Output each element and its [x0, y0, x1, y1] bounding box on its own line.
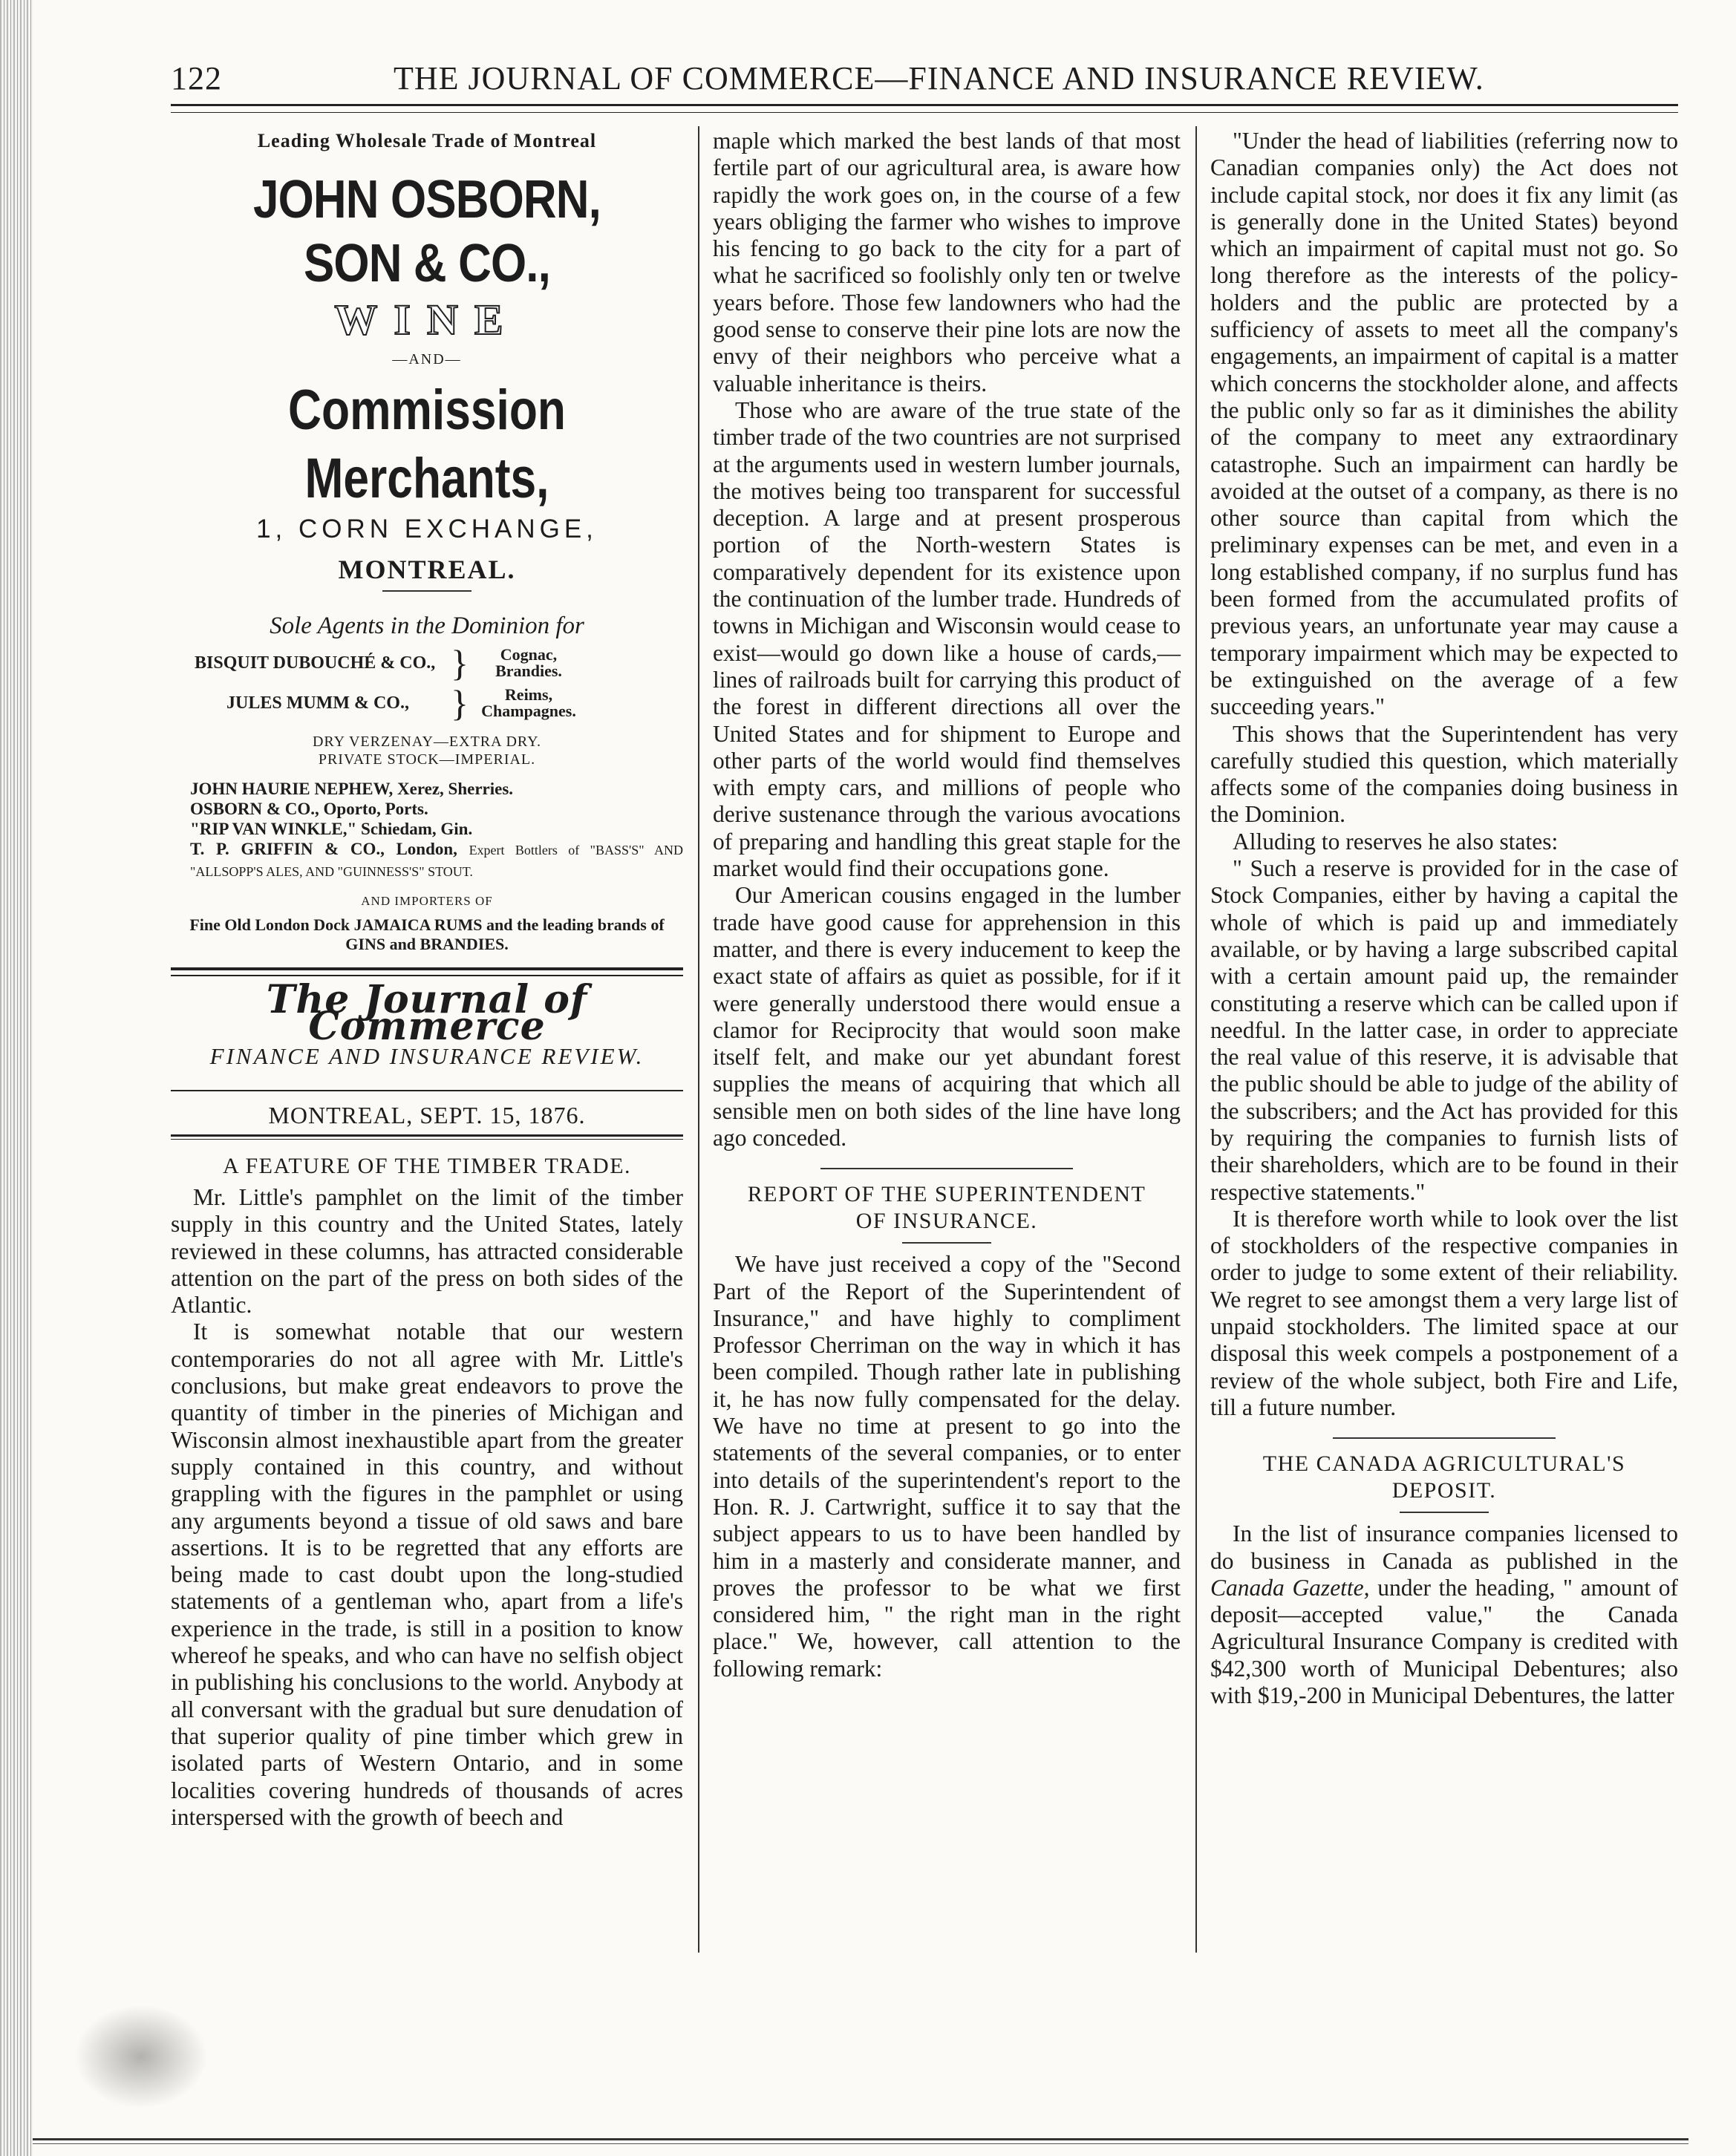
advert-separator	[382, 590, 471, 592]
article-paragraph: Those who are aware of the true state of the timber trade of the two countries are not surprised at the arguments used in western lumber journals, the motives being too transparent for successful deception. A large and at present prosperous portion of the North-western States is comparatively dependent for its existence upon the continuation of the lumber trade. Hundreds of towns in Michigan and Wisconsin would cease to exist—would go down like a house of cards,—lines of railroads built for carrying this product of the forest in different directions all over the United States and for shipment to Europe and other parts of the world would find themselves with empty cars, and millions of people who derive sustenance through the various avocations of preparing and handling this great staple for the market would find their occupations gone.	[713, 396, 1181, 882]
column-1	[171, 128, 683, 1831]
article-separator	[820, 1168, 1073, 1169]
advert-firm-name: JOHN OSBORN, SON & CO.,	[253, 170, 601, 294]
article-paragraph: It is therefore worth while to look over the list of stockholders of the respective companies in order to judge to some extent of their reliability. We regret to see amongst them a very large list of unpaid stockholders. The limited space at our disposal this week compels a postponement of a review of the whole subject, both Fire and Life, till a future number.	[1210, 1205, 1678, 1420]
advert-list-item: T. P. GRIFFIN & CO., London, Expert Bottlers of "BASS'S" AND "ALLSOPP'S ALES, AND "GUINNESS'S" STOUT.	[190, 840, 684, 880]
article-paragraph: In the list of insurance companies licensed to do business in Canada as published in the Canada Gazette, under the heading, " amount of deposit—accepted value," the Canada Agricultural Insurance Company is credited with $42,300 worth of Municipal Debentures; also with $19,-200 in Municipal Debentures, the latter	[1210, 1520, 1678, 1709]
masthead-rule	[171, 967, 683, 976]
header-rule	[171, 104, 1678, 113]
advert-importers: AND IMPORTERS OF	[361, 894, 493, 909]
agent-name: JULES MUMM & CO.,	[226, 693, 409, 713]
advertisement	[171, 128, 683, 954]
agent-products: Cognac, Brandies.	[495, 645, 562, 681]
advert-lead: Leading Wholesale Trade of Montreal	[257, 130, 597, 151]
article-headline: REPORT OF THE SUPERINTENDENT OF INSURANCE.	[747, 1182, 1146, 1234]
advert-commission: Commission Merchants,	[288, 378, 566, 510]
article-paragraph: Mr. Little's pamphlet on the limit of the timber supply in this country and the United States, lately reviewed in these columns, has attracted considerable attention on the part of the press on both sides of the Atlantic.	[171, 1183, 683, 1319]
column-rule-2	[1195, 126, 1197, 1953]
advert-private: PRIVATE STOCK—IMPERIAL.	[318, 751, 536, 768]
bottom-rule	[33, 2138, 1688, 2144]
advert-list-item: "RIP VAN WINKLE," Schiedam, Gin.	[190, 820, 473, 839]
running-header	[171, 52, 1678, 104]
agent-products: Reims, Champagnes.	[481, 685, 576, 721]
article-quote: " Such a reserve is provided for in the case of Stock Companies, either by having a capital the whole of which is paid up and immediately available, or by having a large subscribed capital with a certain amount paid up, the remainder constituting a reserve which can be called upon if needful. In the latter case, in order to appreciate the real value of this reserve, it is advisable that the public should be able to judge of the ability of the subscribers; and the Act has provided for this by requiring the companies to furnish lists of their shareholders, which are to be found in their respective statements."	[1210, 855, 1678, 1205]
article-paragraph: Alluding to reserves he also states:	[1233, 828, 1559, 855]
column-3	[1210, 128, 1678, 1709]
advert-dry: DRY VERZENAY—EXTRA DRY.	[312, 734, 542, 751]
column-2	[713, 128, 1181, 1682]
page-smudge	[74, 2005, 208, 2108]
dateline: MONTREAL, SEPT. 15, 1876.	[171, 1090, 683, 1137]
article-paragraph: This shows that the Superintendent has very carefully studied this question, which materially affects some of the companies doing business in the Dominion.	[1210, 720, 1678, 828]
advert-list-item: JOHN HAURIE NEPHEW, Xerez, Sherries.	[190, 780, 514, 799]
advert-sole-agents: Sole Agents in the Dominion for	[270, 612, 584, 640]
article-paragraph: maple which marked the best lands of that most fertile part of our agricultural area, is aware how rapidly the work goes on, in the course of a few years obliging the farmer who wishes to improve his fencing to go back to the city for a part of what he sacrificed so foolishly only ten or twelve years before. Those few landowners who had the good sense to conserve their pine lots are now the envy of their neighbors who perceive what a valuable inheritance is theirs.	[713, 128, 1181, 396]
article-paragraph: Our American cousins engaged in the lumber trade have good cause for apprehension in this matter, and there is every inducement to keep the exact state of affairs as quiet as possible, for if it were generally understood there would ensue a clamor for Reciprocity that would soon make itself felt, and make our yet abundant forest supplies the means of acquiring that which all sensible men on both sides of the line have long ago conceded.	[713, 882, 1181, 1151]
article-paragraph: It is somewhat notable that our western contemporaries do not all agree with Mr. Little's conclusions, but make great endeavors to prove the quantity of timber in the pineries of Michigan and Wisconsin almost inexhaustible apart from the greater supply contained in this country, and without grappling with the figures in the pamphlet or using any arguments beyond a tissue of old saws and bare assertions. It is to be regretted that any efforts are being made to cast doubt upon the long-studied statements of a gentleman who, apart from a life's experience in the trade, is still in a position to know whereof he speaks, and who can have no selfish object in publishing his conclusions to the world. Anybody at all conversant with the gradual but sure denudation of that superior quality of pine timber which grew in isolated parts of Western Ontario, and in some localities covering hundreds of thousands of acres interspersed with the growth of beech and	[171, 1319, 683, 1830]
advert-agent-row: JULES MUMM & CO., } Reims, Champagnes.	[171, 687, 683, 719]
article-quote: "Under the head of liabilities (referring now to Canadian companies only) the Act does not include capital stock, nor does it fix any limit (as is generally done in the United States) beyond which an impairment of capital must not go. So long therefore as the interests of the policy-holders and the public are protected by a sufficiency of assets to meet all the company's engagements, an impairment of capital is a matter which concerns the stockholder alone, and affects the public only so far as it diminishes the ability of the company to meet any extraordinary catastrophe. Such an impairment can hardly be avoided at the outset of a company, as there is no other source than capital from which the preliminary expenses can be met, and even in a long established company, if no surplus fund has been formed from the accumulated profits of previous years, an unfortunate year may cause a temporary impairment which may be expected to be extinguished on the average of a few succeeding years."	[1210, 128, 1678, 720]
article-headline: A FEATURE OF THE TIMBER TRADE.	[222, 1153, 632, 1178]
article-separator	[1333, 1437, 1556, 1439]
agent-name: BISQUIT DUBOUCHÉ & CO.,	[195, 653, 436, 673]
advert-and: —AND—	[392, 351, 462, 368]
advert-address: 1, CORN EXCHANGE,	[256, 514, 598, 543]
advert-wine: WINE	[334, 295, 520, 344]
masthead-title: The Journal of Commerce	[266, 976, 588, 1050]
advert-agent-row: BISQUIT DUBOUCHÉ & CO., } Cognac, Brandies.	[171, 647, 683, 679]
article-headline: THE CANADA AGRICULTURAL'S DEPOSIT.	[1262, 1451, 1626, 1503]
masthead-subtitle: FINANCE AND INSURANCE REVIEW.	[209, 1043, 645, 1070]
article-paragraph: We have just received a copy of the "Second Part of the Report of the Superintendent of Insurance," and have highly to compliment Professor Cherriman on the way in which it has been compiled. Though rather late in publishing it, he has now fully compensated for the delay. We have no time at present to go into the statements of the several companies, or to enter into details of the superintendent's report to the Hon. R. J. Cartwright, suffice it to say that the subject appears to us to have been handled by him in a masterly and considerate manner, and proves the professor to be what we first considered him, " the right man in the right place." We, however, call attention to the following remark:	[713, 1251, 1181, 1682]
advert-griffin-note: Expert Bottlers of "BASS'S" AND "ALLSOPP'S ALES, AND "GUINNESS'S" STOUT.	[190, 843, 684, 880]
advert-fine: Fine Old London Dock JAMAICA RUMS and the leading brands of GINS and BRANDIES.	[189, 915, 665, 953]
page-binding-edge	[0, 0, 33, 2156]
advert-list	[171, 779, 683, 882]
running-title: THE JOURNAL OF COMMERCE—FINANCE AND INSURANCE REVIEW.	[394, 60, 1484, 97]
advert-list-item: OSBORN & CO., Oporto, Ports.	[190, 800, 428, 819]
page-number: 122	[171, 60, 222, 97]
advert-city: MONTREAL.	[338, 554, 516, 584]
column-rule-1	[698, 126, 699, 1953]
